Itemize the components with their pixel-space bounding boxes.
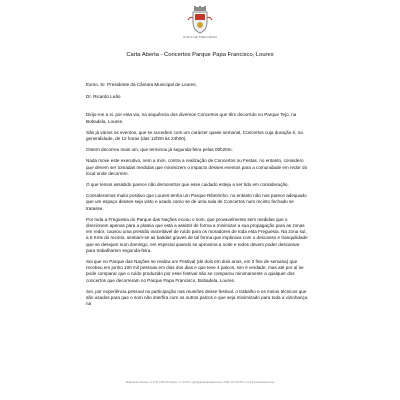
- addressee: Dr. Ricardo Leão: [86, 94, 121, 100]
- paragraph-4: Nada move este executivo, nem a mim, contra a realização de Concertos ou Festas, no entanto, considero que devem ser tomadas medidas que minimizem o impacto desses eventos para a comunidade em redor do local onde decorrem.: [86, 158, 308, 176]
- letter-body: [86, 82, 308, 307]
- paragraph-9: Sei, por experiência pessoal na participação nas reuniões desse festival, o trabalho e os meios técnicos que são usados para que o som não interfira com os outros palcos e que seja minimizado para toda a vizinhança na: [86, 288, 308, 307]
- paragraph-8: Sei que no Parque das Nações se realiza um Festival (de dois em dois anos, em 2 fins de semana) que recebeu em junho 100 mil pessoas em dois dos dias e que teve 4 palcos, sim é verdade, mas até por aí se pode comparar que o ruído produzido por esse festival não se comparou minimamente a qualquer dos concertos que decorreram no Parque Papa Francisco, Bobadela, Loures.: [86, 259, 304, 283]
- crest-caption: JUNTA DE FREGUESIA: [182, 35, 218, 39]
- paragraph-1: Dirijo-me a si, por esta via, na sequência dos diversos Concertos que têm decorrido no Parque Tejo, na Bobadela, Loures.: [86, 112, 297, 124]
- letter-title: Carta Aberta - Concertos Parque Papa Francisco, Loures: [126, 52, 274, 58]
- paragraph-5: O que temos assistido parece não demonstrar que esse cuidado esteja a ser tido em consideração.: [86, 182, 289, 188]
- loures-coat-of-arms-icon: [186, 6, 214, 34]
- page-footer: Alameda dos Oceanos, nº 47 B, 1990-203 Lisboa | T.: 218 955 | geral@jf-parquedasnacoes.pt | NIPC 510 879 553 | www.jf-parquedasnacoes.pt: [125, 381, 275, 384]
- paragraph-6: Consideramos muito positivo que Loures tenha um Parque Ribeirinho, no entanto não nos parece adequado que um espaço desses seja visto e usado como se de uma sala de Concertos num recinto fechado se tratasse.: [86, 193, 307, 211]
- paragraph-2: São já vários os eventos, que se sucedem com um carácter quase semanal, Concertos cuja duração é, na generalidade, de 12 horas (das 12h00 às 24h00).: [86, 129, 303, 142]
- paragraph-3: Ontem decorreu mais um, que terminou já segunda-feira pelas 00h20m.: [86, 147, 233, 153]
- paragraph-7: Por toda a Freguesia do Parque das Nações ecoou o som, que provavelmente sem medidas que o direcionem apenas para a plateia que está a assistir de forma a minimizar a sua propagação para as zonas em redor, causou uma pressão inaceitável de ruído para os moradores de toda esta Freguesia. Na zona sul, a 6 Kms do recinto, sentiam-se as batidas graves de tal forma que implicava com o descanso e tranquilidade que se desejam num domingo, em especial quando se aproxima a noite e todos devem poder descansar para trabalharem segunda-feira.: [86, 216, 308, 253]
- salutation: Exmo. Sr. Presidente da Câmara Municipal de Loures,: [86, 82, 197, 87]
